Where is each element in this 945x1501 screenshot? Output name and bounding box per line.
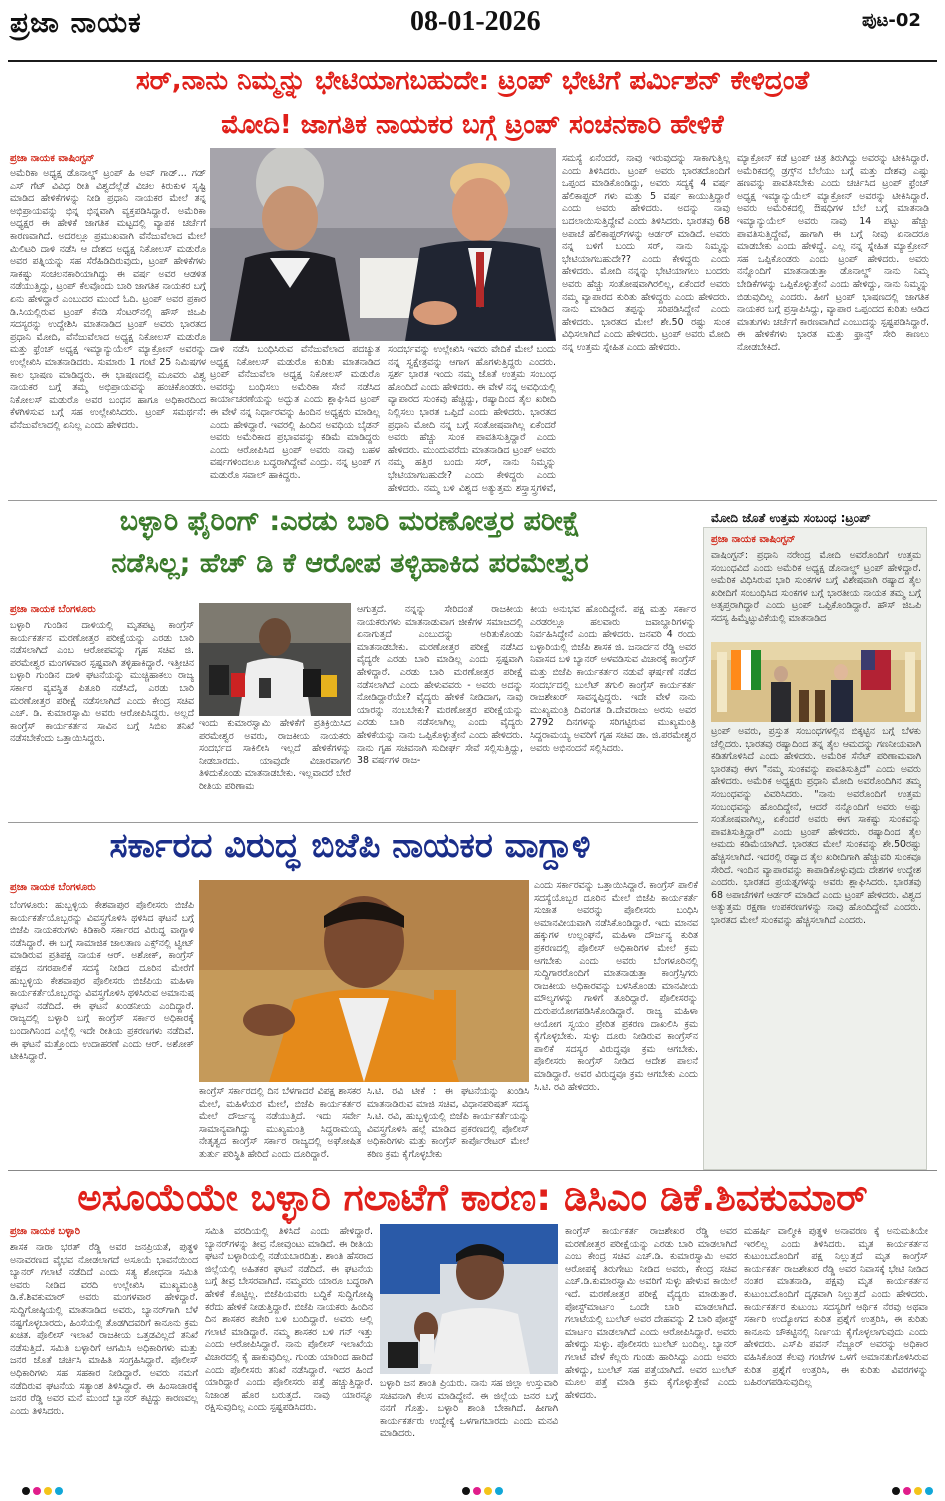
- story3-column-3: ಎಂದು ಸರ್ಕಾರವನ್ನು ಒತ್ತಾಯಿಸಿದ್ದಾರೆ. ಕಾಂಗ್ರೆಸ್ ಪಾಲಿಕೆ ಸದಸ್ಯೆಯೊಬ್ಬರ ದೂರಿನ ಮೇಲೆ ಬಿಜೆಪಿ ಕಾರ್ಯಕರ್ತೆ ಸುಜಾತ ಅವರನ್ನು ಪೊಲೀಸರು ಬಂಧಿಸಿ ಅಮಾನವೀಯವಾಗಿ ನಡೆಸಿಕೊಂಡಿದ್ದಾರೆ. ಇದು ಮಾನವ ಹಕ್ಕುಗಳ ಉಲ್ಲಂಘನೆ, ಮಹಿಳಾ ದೌರ್ಜನ್ಯ ಕುರಿತ ಪ್ರಕರಣದಲ್ಲಿ ಪೊಲೀಸ್ ಅಧಿಕಾರಿಗಳ ಮೇಲೆ ಕ್ರಮ ಆಗಬೇಕು ಎಂದು ಅವರು ಬೆಂಗಳೂರಿನಲ್ಲಿ ಸುದ್ದಿಗಾರರೊಂದಿಗೆ ಮಾತನಾಡುತ್ತಾ ಕಾಂಗ್ರೆಸ್ಸಿಗರು ರಾಜಕೀಯ ಅಧಿಕಾರವನ್ನು ಬಳಸಿಕೊಂಡು ಮಾನವೀಯ ಮೌಲ್ಯಗಳನ್ನು ಗಾಳಿಗೆ ತೂರಿದ್ದಾರೆ. ಪೊಲೀಸರನ್ನು ದುರುಪಯೋಗಪಡಿಸಿಕೊಂಡಿದ್ದಾರೆ. ರಾಜ್ಯ ಮಹಿಳಾ ಆಯೋಗ ಸ್ವಯಂ ಪ್ರೇರಿತ ಪ್ರಕರಣ ದಾಖಲಿಸಿ ಕ್ರಮ ಕೈಗೊಳ್ಳಬೇಕು. ಸುಳ್ಳು ದೂರು ನೀಡಿರುವ ಕಾಂಗ್ರೆಸ್‌ನ ಪಾಲಿಕೆ ಸದಸ್ಯರ ವಿರುದ್ಧವೂ ಕ್ರಮ ಆಗಬೇಕು. ಪೊಲೀಸರು ಕಾಂಗ್ರೆಸ್ ನೀಡಿದ ಆದೇಶ ಪಾಲನೆ ಮಾಡಿದ್ದಾರೆ. ಅವರ ವಿರುದ್ಧವೂ ಕ್ರಮ ಆಗಬೇಕು ಎಂದು ಸಿ.ಟಿ. ರವಿ ಹೇಳಿದರು.: [534, 880, 698, 1093]
- story1-headline-line2: ಮೋದಿ! ಜಾಗತಿಕ ನಾಯಕರ ಬಗ್ಗೆ ಟ್ರಂಪ್ ಸಂಚನಕಾರಿ ಹೇಳಿಕೆ: [221, 110, 724, 140]
- story2-caption: ಇಂದು ಕುಮಾರಸ್ವಾಮಿ ಹೇಳಿಕೆಗೆ ಪ್ರತಿಕ್ರಿಯಿಸಿದ ಪರಮೇಶ್ವರ ಅವರು, ರಾಜಕೀಯ ನಾಯಕರು ಸಂದರ್ಭದ ಸಾಕಿಲೀಸಿ ಇಲ್ಲದೆ ಹೇಳಿಕೆಗಳನ್ನು ನೀಡಬಾರದು. ಯಾವುದೇ ವಿಚಾರವಾಗಲಿ ತಿಳಿದುಕೊಂಡು ಮಾತನಾಡಬೇಕು. ಇಲ್ಲವಾದರೆ ಬೇರೆ ರೀತಿಯ ಪರಿಣಾಮ: [199, 718, 351, 792]
- story3-photo: [199, 880, 529, 1082]
- modi-trump-photo: [210, 148, 556, 341]
- sidebar-title: ಮೋದಿ ಜೊತೆ ಉತ್ತಮ ಸಂಬಂಧ :ಟ್ರಂಪ್: [703, 508, 927, 528]
- story3-caption-2: ಸಿ.ಟಿ. ರವಿ ಟೀಕೆ : ಈ ಘಟನೆಯನ್ನು ಖಂಡಿಸಿ ಮಾತನಾಡಿರುವ ಮಾಜಿ ಸಚಿವ, ವಿಧಾನಪರಿಷತ್ ಸದಸ್ಯ ಸಿ.ಟಿ. ರವಿ, ಹುಬ್ಬಳ್ಳಿಯಲ್ಲಿ ಬಿಜೆಪಿ ಕಾರ್ಯಕರ್ತೆಯನ್ನು ವಿವಸ್ತ್ರಗೊಳಿಸಿ ಹಲ್ಲೆ ಮಾಡಿದ ಪ್ರಕರಣದಲ್ಲಿ ಪೊಲೀಸ್ ಅಧಿಕಾರಿಗಳು ಮತ್ತು ಕಾಂಗ್ರೆಸ್ ಕಾರ್ಪೊರೇಟರ್ ಮೇಲೆ ಕಠಿಣ ಕ್ರಮ ಕೈಗೊಳ್ಳಬೇಕು: [367, 1086, 529, 1160]
- story3-column-1: ಬೆಂಗಳೂರು: ಹುಬ್ಬಳ್ಳಿಯ ಕೇಶವಾಪುರ ಪೊಲೀಸರು ಬಿಜೆಪಿ ಕಾರ್ಯಕರ್ತೆಯೊಬ್ಬರನ್ನು ವಿವಸ್ತ್ರಗೊಳಿಸಿ ಥಳಿಸಿದ ಘಟನೆ ಬಗ್ಗೆ ಬಿಜೆಪಿ ನಾಯಕರುಗಳು ಕಿಡಿಕಾರಿ ಸರ್ಕಾರದ ವಿರುದ್ಧ ವಾಗ್ದಾಳಿ ನಡೆಸಿದ್ದಾರೆ. ಈ ಬಗ್ಗೆ ಸಾಮಾಜಿಕ ಜಾಲತಾಣ ಎಕ್ಸ್‌ನಲ್ಲಿ ಟ್ವೀಟ್ ಮಾಡಿರುವ ಪ್ರತಿಪಕ್ಷ ನಾಯಕ ಆರ್. ಅಶೋಕ್, ಕಾಂಗ್ರೆಸ್ ಪಕ್ಷದ ನಗರಪಾಲಿಕೆ ಸದಸ್ಯೆ ನೀಡಿದ ದೂರಿನ ಮೇರೆಗೆ ಹುಬ್ಬಳ್ಳಿಯ ಕೇಶವಾಪುರ ಪೊಲೀಸರು ಬಿಜೆಪಿಯ ಮಹಿಳಾ ಕಾರ್ಯಕರ್ತೆಯೊಬ್ಬರನ್ನು ವಿವಸ್ತ್ರಗೊಳಿಸಿ ಥಳಿಸಿರುವ ಅಮಾನುಷ ಘಟನೆ ನಡೆದಿದೆ. ಈ ಘಟನೆ ಖಂಡನೀಯ ಎಂದಿದ್ದಾರೆ. ರಾಜ್ಯದಲ್ಲಿ ಬಳ್ಳಾರಿ ಬಗ್ಗೆ ಕಾಂಗ್ರೆಸ್ ಸರ್ಕಾರ ಅಧಿಕಾರಕ್ಕೆ ಬಂದಾಗಿನಿಂದ ಎಲ್ಲೆಲ್ಲಿ ಇದೇ ರೀತಿಯ ಪ್ರಕರಣಗಳು ನಡೆದಿವೆ. ಈ ಘಟನೆ ಮತ್ತೊಂದು ಉದಾಹರಣೆ ಎಂದು ಆರ್. ಅಶೋಕ್ ಟೀಕಿಸಿದ್ದಾರೆ.: [10, 900, 194, 1063]
- story2-byline: ಪ್ರಜಾ ನಾಯಕ ಬೆಂಗಳೂರು: [10, 604, 96, 615]
- story3-headline: ಸರ್ಕಾರದ ವಿರುದ್ಧ ಬಿಜೆಪಿ ನಾಯಕರ ವಾಗ್ದಾಳಿ: [109, 826, 591, 866]
- story2-headline-line1: ಬಳ್ಳಾರಿ ಫೈರಿಂಗ್ :ಎರಡು ಬಾರಿ ಮರಣೋತ್ತರ ಪರೀಕ್ಷೆ: [119, 506, 581, 537]
- registration-marks-right: [892, 1487, 933, 1495]
- sidebar-byline: ಪ್ರಜಾ ನಾಯಕ ವಾಷಿಂಗ್ಟನ್: [711, 534, 796, 545]
- story3-caption: ಕಾಂಗ್ರೆಸ್ ಸರ್ಕಾರದಲ್ಲಿ ದಿನ ಬೆಳಗಾದರೆ ವಿಪಕ್ಷ ಶಾಸಕರ ಮೇಲೆ, ಮಹಿಳೆಯರ ಮೇಲೆ, ಬಿಜೆಪಿ ಕಾರ್ಯಕರ್ತರ ಮೇಲೆ ದೌರ್ಜನ್ಯ ನಡೆಯುತ್ತಿದೆ. ಇದು ಸರ್ವೇ ಸಾಮಾನ್ಯವಾಗಿದ್ದು ಮುಖ್ಯಮಂತ್ರಿ ಸಿದ್ದರಾಮಯ್ಯ ನೇತೃತ್ವದ ಕಾಂಗ್ರೆಸ್ ಸರ್ಕಾರ ರಾಜ್ಯದಲ್ಲಿ ಅಘೋಷಿತ ತುರ್ತು ಪರಿಸ್ಥಿತಿ ಹೇರಿದೆ ಎಂದು ದೂರಿದ್ದಾರೆ.: [199, 1086, 361, 1160]
- divider: [8, 500, 937, 501]
- dk-shivakumar-photo: [380, 1224, 558, 1374]
- sidebar-body: ಟ್ರಂಪ್ ಅವರು, ಪ್ರಸ್ತುತ ಸಂಬಂಧಗಳಲ್ಲಿನ ಬಿಕ್ಕಟ್ಟಿನ ಬಗ್ಗೆ ಬೆಳಕು ಚೆಲ್ಲಿದರು. ಭಾರತವು ರಷ್ಯಾದಿಂದ ತನ್ನ ತೈಲ ಆಮದನ್ನು ಗಣನೀಯವಾಗಿ ಕಡಿತಗೊಳಿಸಿದೆ ಎಂದು ಹೇಳಿದರು. ಅಮೆರಿಕ ಸೆನೆಟ್ ಪರಿಣಾಮವಾಗಿ ಭಾರತವು ಈಗ "ನಮ್ಮ ಸುಂಕವನ್ನು ಪಾವತಿಸುತ್ತಿದೆ" ಎಂದು ಅವರು ಹೇಳಿದರು. ಅಮೆರಿಕ ಅಧ್ಯಕ್ಷರು ಪ್ರಧಾನಿ ಮೋದಿ ಅವರೊಂದಿಗಿನ ತಮ್ಮ ಸಂಬಂಧವನ್ನು ವಿವರಿಸಿದರು. "ನಾನು ಅವರೊಂದಿಗೆ ಉತ್ತಮ ಸಂಬಂಧವನ್ನು ಹೊಂದಿದ್ದೇನೆ, ಆದರೆ ನನ್ನೊಂದಿಗೆ ಅವರು ಅಷ್ಟು ಸಂತೋಷವಾಗಿಲ್ಲ, ಏಕೆಂದರೆ ಅವರು ಈಗ ಸಾಕಷ್ಟು ಸುಂಕವನ್ನು ಪಾವತಿಸುತ್ತಿದ್ದಾರೆ" ಎಂದು ಟ್ರಂಪ್ ಹೇಳಿದರು. ರಷ್ಯಾದಿಂದ ತೈಲ ಆಮದು ಕಡಿಮೆಯಾಗಿದೆ. ಭಾರತದ ಮೇಲೆ ಸುಂಕವನ್ನು ಶೇ.50ರಷ್ಟು ಹೆಚ್ಚಿಸಲಾಗಿದೆ. ಇದರಲ್ಲಿ ರಷ್ಯಾದ ತೈಲ ಖರೀದಿಗಾಗಿ ಹೆಚ್ಚುವರಿ ಸುಂಕವೂ ಸೇರಿದೆ. ಇಂದಿನ ವ್ಯಾಪಾರವನ್ನು ಕಾಪಾಡಿಕೊಳ್ಳುವುದು ದೇಶಗಳ ಉದ್ದೇಶ ಎಂದರು. ಭಾರತದ ಪ್ರಯತ್ನಗಳನ್ನು ಅವರು ಶ್ಲಾಘಿಸಿದರು. ಭಾರತವು 68 ಅಪಾಚೆಗಳಿಗೆ ಆರ್ಡರ್ ಮಾಡಿದೆ ಎಂದು ಟ್ರಂಪ್ ಹೇಳಿದರು. ವಿಶ್ವದ ಅತ್ಯುತ್ತಮ ರಕ್ಷಣಾ ಉಪಕರಣಗಳನ್ನು ನಾವು ಹೊಂದಿದ್ದೇವೆ ಎಂದರು. ಭಾರತದ ಮೇಲೆ ಸುಂಕವನ್ನು ಹೆಚ್ಚಿಸಲಾಗಿದೆ ಎಂದರು.: [711, 726, 921, 926]
- sidebar-photo: [711, 642, 921, 722]
- story1-byline: ಪ್ರಜಾ ನಾಯಕ ವಾಷಿಂಗ್ಟನ್: [10, 153, 95, 164]
- story1-photo: [210, 148, 556, 341]
- story4-caption: ಬಳ್ಳಾರಿ ಜನ ಶಾಂತಿ ಪ್ರಿಯರು. ನಾನು ಸಹ ಜಿಲ್ಲಾ ಉಸ್ತುವಾರಿ ಸಚಿವನಾಗಿ ಕೆಲಸ ಮಾಡಿದ್ದೇನೆ. ಈ ಜಿಲ್ಲೆಯ ಜನರ ಬಗ್ಗೆ ನನಗೆ ಗೊತ್ತು. ಬಳ್ಳಾರಿ ಶಾಂತಿ ಬೇಕಾಗಿದೆ. ಹೀಗಾಗಿ ಕಾರ್ಯಕರ್ತರು ಉದ್ವೇಕ್ಕೆ ಒಳಗಾಗಬಾರದು ಎಂದು ಮನವಿ ಮಾಡಿದರು.: [380, 1378, 558, 1440]
- story1-column-2: ದಾಳಿ ನಡೆಸಿ ಬಂಧಿಸಿರುವ ವೆನೆಜುವೆಲಾದ ಪದಚ್ಯುತ ಅಧ್ಯಕ್ಷ ನಿಕೋಲಸ್ ಮಡುರೊ ಕುರಿತು ಮಾತನಾಡಿದ ಟ್ರಂಪ್ ವೆನೆಜುವೆಲಾ ಅಧ್ಯಕ್ಷ ನಿಕೋಲಸ್ ಮಡುರೊ ಅವರನ್ನು ಬಂಧಿಸಲು ಅಮೆರಿಕಾ ಸೇನೆ ನಡೆಸಿದ ಕಾರ್ಯಾಚರಣೆಯನ್ನು ಅದ್ಭುತ ಎಂದು ಶ್ಲಾಘಿಸಿದ ಟ್ರಂಪ್ ಈ ವೇಳೆ ನನ್ನ ನಿರ್ಧಾರವನ್ನು ಹಿಂದಿನ ಅಧ್ಯಕ್ಷರು ಮಾಡಿಲ್ಲ ಎಂದು ಹೇಳಿದ್ದಾರೆ. ಇವರಲ್ಲಿ ಹಿಂದಿನ ಅವಧಿಯ ಬೈಡನ್ ಅವರು ಅಮೆರಿಕಾದ ಪ್ರಭಾವವನ್ನು ಕಡಿಮೆ ಮಾಡಿದ್ದರು ಎಂದು ಆರೋಪಿಸಿದ ಟ್ರಂಪ್ ಅವರು ನಾವು ಬಹಳ ವರ್ಷಗಳಿಂದಲೂ ಬದ್ಧರಾಗಿದ್ದೇವೆ ಎಂದ್ರು. ನನ್ನ ಟ್ರಂಪ್ ಗ ಮಡುರೊ ಸವಾಲ್ ಹಾಕಿದ್ದರು.: [210, 344, 380, 481]
- story2-photo: [199, 603, 351, 716]
- sidebar-lead: ವಾಷಿಂಗ್ಟನ್: ಪ್ರಧಾನಿ ನರೇಂದ್ರ ಮೋದಿ ಅವರೊಂದಿಗೆ ಉತ್ತಮ ಸಂಬಂಧವಿದೆ ಎಂದು ಅಮೆರಿಕ ಅಧ್ಯಕ್ಷ ಡೊನಾಲ್ಡ್ ಟ್ರಂಪ್ ಹೇಳಿದ್ದಾರೆ. ಅಮೆರಿಕ ವಿಧಿಸಿರುವ ಭಾರಿ ಸುಂಕಗಳ ಬಗ್ಗೆ ವಿಶೇಷವಾಗಿ ರಷ್ಯಾದ ತೈಲ ಖರೀದಿಗೆ ಸಂಬಂಧಿಸಿದ ಸುಂಕಗಳ ಬಗ್ಗೆ ಭಾರತೀಯ ನಾಯಕ ತಮ್ಮ ಬಗ್ಗೆ ಅತೃಪ್ತರಾಗಿದ್ದಾರೆ ಎಂದು ಟ್ರಂಪ್ ಒಪ್ಪಿಕೊಂಡಿದ್ದಾರೆ. ಹೌಸ್ ಜಿಒಪಿ ಸದಸ್ಯ ಹಿಮ್ಮೆಟ್ಟುವಿಕೆಯಲ್ಲಿ ಮಾತನಾಡಿದ: [711, 550, 921, 624]
- ashok-portrait-photo: [199, 880, 529, 1082]
- story1-column-1: ಅಮೆರಿಕಾ ಅಧ್ಯಕ್ಷ ಡೊನಾಲ್ಡ್ ಟ್ರಂಪ್ ಹಿ ಅವ್ ಗಾಡ್... ಗಡ್ ಎಸ್ ಗೆಟ್ ವಿವಿಧ ರೀತಿ ವಿಶ್ವದೆಲ್ಲೆಡೆ ವಿಚಲ ಕಿರುಕುಳ ಸೃಷ್ಟಿ ಮಾಡಿದ ಹೇಳಿಕೆಗಳನ್ನು ನೀಡಿ ಪ್ರಧಾನಿ ನಾಯಕರ ಮೇಲೆ ತನ್ನ ಅಭಿಪ್ರಾಯವನ್ನು ಭಿನ್ನ ಭಿನ್ನವಾಗಿ ವ್ಯಕ್ತಪಡಿಸಿದ್ದಾರೆ. ಅಮೆರಿಕಾ ಅಧ್ಯಕ್ಷರ ಈ ಹೇಳಿಕೆ ಜಾಗತಿಕ ಮಟ್ಟದಲ್ಲಿ ವ್ಯಾಪಕ ಚರ್ಚೆಗೆ ಕಾರಣವಾಗಿದೆ. ಅದರಲ್ಲೂ ಪ್ರಮುಖವಾಗಿ ವೆನೆಜುವೆಲಾದ ಮೇಲೆ ಮಿಲಿಟರಿ ದಾಳಿ ನಡೆಸಿ ಆ ದೇಶದ ಅಧ್ಯಕ್ಷ ನಿಕೋಲಸ್ ಮಡುರೊ ಅವರ ಪತ್ನಿಯನ್ನು ಸಹ ಸೆರೆಹಿಡಿದಿರುವುದು, ಟ್ರಂಪ್ ಹೇಳಿಕೆಗಳು ಸಾಕಷ್ಟು ಸಂಚಲನಕಾರಿಯಾಗಿದ್ದು ಈ ವರ್ಷ ಅವರ ಆಡಳಿತ ನಡೆಯುತ್ತಿದ್ದು, ಟ್ರಂಪ್ ಕೆಲವೊಂದು ಬಾರಿ ಜಾಗತಿಕ ನಾಯಕರ ಬಗ್ಗೆ ಏನು ಹೇಳಿದ್ದಾರೆ ಎಂಬುದರ ಮುಂದೆ ಓದಿ. ಟ್ರಂಪ್ ಅವರ ಪ್ರಕಾರ ಡಿ.ಸಿಯಲ್ಲಿರುವ ಟ್ರಂಪ್ ಕೆನಡಿ ಸೆಂಟರ್‌ನಲ್ಲಿ ಹೌಸ್ ಜಿಒಪಿ ಸದಸ್ಯರನ್ನು ಉದ್ದೇಶಿಸಿ ಮಾತನಾಡಿದ ಟ್ರಂಪ್ ಅವರು ಭಾರತದ ಪ್ರಧಾನಿ ಮೋದಿ, ವೆನೆಜುವೆಲಾದ ಅಧ್ಯಕ್ಷ ನಿಕೋಲಸ್ ಮಡುರೊ ಮತ್ತು ಫ್ರೆಂಚ್ ಅಧ್ಯಕ್ಷ ಇಮ್ಯಾನ್ಯುಯೆಲ್ ಮ್ಯಾಕ್ರೋನ್ ಅವರನ್ನು ಉಲ್ಲೇಖಿಸಿ ಮಾತನಾಡಿದರು. ಸುಮಾರು 1 ಗಂಟೆ 25 ನಿಮಿಷಗಳ ಕಾಲ ಭಾಷಣ ಮಾಡಿದ್ದರು. ಈ ಭಾಷಣದಲ್ಲಿ ಮೂವರು ವಿಶ್ವ ನಾಯಕರ ಬಗ್ಗೆ ತಮ್ಮ ಅಭಿಪ್ರಾಯವನ್ನು ಹಂಚಿಕೊಂಡರು. ನಿಕೋಲಸ್ ಮಡುರೊ ಅವರ ಬಂಧನ ಹಾಗೂ ಅಧಿಕಾರದಿಂದ ಕೆಳಗಿಳಿಸುವ ಬಗ್ಗೆ ಸಹ ಉಲ್ಲೇಖಿಸಿದರು. ಟ್ರಂಪ್ ಸಮರ್ಥನೆ: ವೆನೆಜುವೆಲಾದಲ್ಲಿ ಏನಿಲ್ಲ ಎಂದು ಹೇಳಿದರು.: [10, 168, 206, 431]
- story4-byline: ಪ್ರಜಾ ನಾಯಕ ಬಳ್ಳಾರಿ: [10, 1226, 81, 1237]
- story1-column-4: ಸಮಸ್ಯೆ ಏನೆಂದರೆ, ನಾವು ಇರುವುದನ್ನು ಸಾಕಾಗುತ್ತಿಲ್ಲ ಎಂದು ತಿಳಿಸಿದರು. ಟ್ರಂಪ್ ಅವರು ಭಾರತದೊಂದಿಗೆ ಒಪ್ಪಂದ ಮಾಡಿಕೊಂಡಿದ್ದು, ಅವರು ಸದ್ಯಕ್ಕೆ 4 ವರ್ಷ ಹೆಲಿಕಾಪ್ಟರ್ ಗಳು ಮತ್ತು 5 ವರ್ಷ ಕಾಯುತ್ತಿದ್ದಾರೆ ಎಂದು ಅವರು ಹೇಳಿದರು. ಅದನ್ನು ನಾವು ಬದಲಾಯಿಸುತ್ತಿದ್ದೇವೆ ಎಂದು ತಿಳಿಸಿದರು. ಭಾರತವು 68 ಅಪಾಚೆ ಹೆಲಿಕಾಪ್ಟರ್‌ಗಳನ್ನು ಆರ್ಡರ್ ಮಾಡಿದೆ. ಅವರು ನನ್ನ ಬಳಿಗೆ ಬಂದು ಸರ್, ನಾನು ನಿಮ್ಮನ್ನು ಭೇಟಿಯಾಗಬಹುದೇ?? ಎಂದು ಕೇಳಿದ್ದರು ಎಂದು ಹೇಳಿದರು. ಮೋದಿ ನನ್ನನ್ನು ಭೇಟಿಯಾಗಲು ಬಂದರು ಅವರು ಹೆಚ್ಚು ಸಂತೋಷವಾಗಿರಲಿಲ್ಲ, ಏಕೆಂದರೆ ಅವರು ನಮ್ಮ ವ್ಯಾಪಾರದ ಕುರಿತು ಹೇಳಿದ್ದರು ಎಂದು ಹೇಳಿದರು. ನಾನು ಮಾಡಿದ ತಪ್ಪನ್ನು ಸರಿಪಡಿಸಿದ್ದೇನೆ ಎಂದು ಹೇಳಿದರು. ಭಾರತದ ಮೇಲೆ ಶೇ.50 ರಷ್ಟು ಸುಂಕ ವಿಧಿಸಲಾಗಿದೆ ಎಂದು ಹೇಳಿದರು. ಟ್ರಂಪ್ ಅವರು ಮೋದಿ ನನ್ನ ಉತ್ತಮ ಸ್ನೇಹಿತ ಎಂದು ಹೇಳಿದರು.: [562, 153, 730, 353]
- page-number: ಪುಟ-02: [862, 10, 921, 31]
- masthead-rule: [8, 60, 937, 62]
- story2-column-2: ಆಗುತ್ತದೆ. ನನ್ನನ್ನು ಸೇರಿದಂತೆ ರಾಜಕೀಯ ನಾಯಕರುಗಳು ಮಾತನಾಡುವಾಗ ಜೀಕೆಗಳ ಸಮಾಜದಲ್ಲಿ ಏನಾಗುತ್ತದೆ ಎಂಬುದನ್ನು ಅರಿತುಕೊಂಡು ಮಾತನಾಡಬೇಕು. ಮರಣೋತ್ತರ ಪರೀಕ್ಷೆ ನಡೆಸಿದ ವೈದ್ಯರೇ ಎರಡು ಬಾರಿ ಮಾಡಿಲ್ಲ ಎಂದು ಸ್ಪಷ್ಟವಾಗಿ ಹೇಳಿದ್ದಾರೆ. ಎರಡು ಬಾರಿ ಮರಣೋತ್ತರ ಪರೀಕ್ಷೆ ನಡೆಸಲಾಗಿದೆ ಎಂದು ಹೇಳುವವರು - ಅವರು ಅದನ್ನು ನೋಡಿದ್ದಾರೆಯೇ? ವೈದ್ಯರು ಹೇಳಿಕೆ ನೀಡಿದಾಗ, ನಾವು ಯಾರನ್ನು ನಂಬಬೇಕು? ಮರಣೋತ್ತರ ಪರೀಕ್ಷೆಯನ್ನು ಎರಡು ಬಾರಿ ನಡೆಸಲಾಗಿಲ್ಲ ಎಂದು ವೈದ್ಯರು ಹೇಳಿಕೆಯನ್ನು ನಾನು ಒಪ್ಪಿಕೊಳ್ಳುತ್ತೇನೆ ಎಂದು ಹೇಳಿದರು. ನಾನು ಗೃಹ ಸಚಿವನಾಗಿ ಸುದೀರ್ಘ ಸೇವೆ ಸಲ್ಲಿಸುತ್ತಿದ್ದು, 38 ವರ್ಷಗಳ ರಾಜ-: [357, 604, 523, 767]
- story2-column-1: ಬಳ್ಳಾರಿ ಗುಂಡಿನ ದಾಳಿಯಲ್ಲಿ ಮೃತಪಟ್ಟ ಕಾಂಗ್ರೆಸ್ ಕಾರ್ಯಕರ್ತನ ಮರಣೋತ್ತರ ಪರೀಕ್ಷೆಯನ್ನು ಎರಡು ಬಾರಿ ನಡೆಸಲಾಗಿದೆ ಎಂಬ ಆರೋಪವನ್ನು ಗೃಹ ಸಚಿವ ಜಿ. ಪರಮೇಶ್ವರ ಮಂಗಳವಾರ ಸ್ಪಷ್ಟವಾಗಿ ತಳ್ಳಿಹಾಕಿದ್ದಾರೆ. ಇತ್ತೀಚಿನ ಬಳ್ಳಾರಿ ಗುಂಡಿನ ದಾಳಿ ಘಟನೆಯನ್ನು ಮುಚ್ಚಿಹಾಕಲು ರಾಜ್ಯ ಸರ್ಕಾರ ವ್ಯವಸ್ಥಿತ ಪಿತೂರಿ ನಡೆಸಿದೆ, ಎರಡು ಬಾರಿ ಮರಣೋತ್ತರ ಪರೀಕ್ಷೆ ನಡೆಸಲಾಗಿದೆ ಎಂದು ಕೇಂದ್ರ ಸಚಿವ ಎಚ್. ಡಿ. ಕುಮಾರಸ್ವಾಮಿ ಅವರು ಆರೋಪಿಸಿದ್ದರು. ಅಲ್ಲದೆ ಕಾಂಗ್ರೆಸ್ ಕಾರ್ಯಕರ್ತನ ಸಾವಿನ ಬಗ್ಗೆ ಸಿಬಿಐ ತನಿಖೆ ನಡೆಸಬೇಕೆಂದು ಒತ್ತಾಯಿಸಿದ್ದರು.: [10, 620, 194, 745]
- issue-date: 08-01-2026: [410, 6, 541, 37]
- story4-column-1: ಶಾಸಕ ನಾರಾ ಭರತ್ ರೆಡ್ಡಿ ಅವರ ಜನಪ್ರಿಯತೆ, ಪುತ್ಥಳಿ ಅನಾವರಣದ ವೈಭವ ನೋಡಲಾಗದೆ ಅಸೂಯೆ ಭಾವನೆಯಿಂದ ಬ್ಯಾನರ್ ಗಲಾಟೆ ನಡೆದಿದೆ ಎಂದು ಸತ್ಯ ಶೋಧನಾ ಸಮಿತಿ ಅವರು ನೀಡಿದ ವರದಿ ಉಲ್ಲೇಖಿಸಿ ಮುಖ್ಯಮಂತ್ರಿ ಡಿ.ಕೆ.ಶಿವಕುಮಾರ್ ಅವರು ಮಂಗಳವಾರ ಹೇಳಿದ್ದಾರೆ. ಸುದ್ದಿಗೋಷ್ಠಿಯಲ್ಲಿ ಮಾತನಾಡಿದ ಅವರು, ಬ್ಯಾನರ್‌ಗಾಗಿ ಬೆಳೆ ನಷ್ಟಗೊಳ್ಳಬಾರದು, ಹಿಂಸೆಯಲ್ಲಿ ತೊಡಗಿದವರಿಗೆ ಕಾನೂನು ಕ್ರಮ ಖಚಿತ. ಪೊಲೀಸ್ ಇಲಾಖೆ ರಾಜಕೀಯ ಒತ್ತಡವಿಲ್ಲದೆ ತನಿಖೆ ನಡೆಸುತ್ತಿದೆ. ಸಮಿತಿ ಬಳ್ಳಾರಿಗೆ ಆಗಮಿಸಿ ಅಧಿಕಾರಿಗಳು ಮತ್ತು ಜನರ ಜೊತೆ ಚರ್ಚಿಸಿ ಮಾಹಿತಿ ಸಂಗ್ರಹಿಸಿದ್ದಾರೆ. ಪೊಲೀಸ್ ಅಧಿಕಾರಿಗಳು ಸಹ ಸಹಕಾರ ನೀಡಿದ್ದಾರೆ. ಅವರು ನಮಗೆ ನಡೆದಿರುವ ಘಟನೆಯ ಸತ್ಯಾಂಶ ತಿಳಿಸಿದ್ದಾರೆ. ಈ ಹಿಂಸಾಚಾರಕ್ಕೆ ಜನರ ರೆಡ್ಡಿ ಅವರ ಮನೆ ಮುಂದೆ ಬ್ಯಾನರ್ ಕಟ್ಟಿದ್ದು ಕಾರಣವಲ್ಲ ಎಂದು ತಿಳಿಸಿದರು.: [10, 1242, 198, 1417]
- paper-name: ಪ್ರಜಾ ನಾಯಕ: [10, 6, 142, 39]
- story4-column-4: ಮಹರ್ಷಿ ವಾಲ್ಮೀಕಿ ಪುತ್ಥಳಿ ಅನಾವರಣ ಕ್ಕೆ ಅನುಮತಿಯೇ ಇರಲಿಲ್ಲ ಎಂದು ತಿಳಿಸಿದರು. ಮೃತ ಕಾರ್ಯಕರ್ತನ ಕುಟುಂಬದೊಂದಿಗೆ ಪಕ್ಷ ನಿಲ್ಲುತ್ತದೆ ಮೃತ ಕಾಂಗ್ರೆಸ್ ಕಾರ್ಯಕರ್ತ ರಾಜಶೇಖರ ರೆಡ್ಡಿ ಅವರ ನಿವಾಸಕ್ಕೆ ಭೇಟಿ ನೀಡಿದ ನಂತರ ಮಾತನಾಡಿ, ಪಕ್ಷವು ಮೃತ ಕಾರ್ಯಕರ್ತನ ಕುಟುಂಬದೊಂದಿಗೆ ದೃಢವಾಗಿ ನಿಲ್ಲುತ್ತದೆ ಎಂದು ಹೇಳಿದರು. ಕಾರ್ಯಕರ್ತರ ಕುಟುಂಬ ಸದಸ್ಯರಿಗೆ ಆರ್ಥಿಕ ನೆರವು ಅಥವಾ ಸರ್ಕಾರಿ ಉದ್ಯೋಗದ ಕುರಿತ ಪ್ರಶ್ನೆಗೆ ಉತ್ತರಿಸಿ, ಈ ಕುರಿತು ಕಾನೂನು ಚೌಕಟ್ಟಿನಲ್ಲಿ ನಿರ್ಣಯ ಕೈಗೊಳ್ಳಲಾಗುವುದು ಎಂದು ಹೇಳಿದರು. ಎಸ್‌ಪಿ ಪವನ್ ನೆಜ್ಜೂರ್ ಅವರನ್ನು ಅಧಿಕಾರ ವಹಿಸಿಕೊಂಡ ಕೆಲವು ಗಂಟೆಗಳ ಒಳಗೆ ಅಮಾನತುಗೊಳಿಸಿರುವ ಕುರಿತ ಪ್ರಶ್ನೆಗೆ ಉತ್ತರಿಸಿ, ಈ ಕುರಿತು ವಿವರಗಳನ್ನು ಬಹಿರಂಗಪಡಿಸುವುದಿಲ್ಲ: [744, 1226, 928, 1389]
- white-house-press-photo: [711, 642, 921, 722]
- story4-column-2: ಸಮಿತಿ ವರದಿಯಲ್ಲಿ ತಿಳಿಸಿದೆ ಎಂದು ಹೇಳಿದ್ದಾರೆ. ಬ್ಯಾನರ್‌ಗಳನ್ನು ತೀವ್ರ ನೋವುಂಟು ಮಾಡಿದೆ. ಈ ರೀತಿಯ ಘಟನೆ ಬಳ್ಳಾರಿಯಲ್ಲಿ ನಡೆಯಬಾರದಿತ್ತು. ಶಾಂತಿ ಹೆಸರಾದ ಜಿಲ್ಲೆಯಲ್ಲಿ ಅಹಿತಕರ ಘಟನೆ ನಡೆದಿದೆ. ಈ ಘಟನೆಯ ಬಗ್ಗೆ ತೀವ್ರ ಬೇಸರವಾಗಿದೆ. ನಮ್ಮವರು ಯಾರೂ ಬದ್ಧರಾಗಿ ಹೇಳಿಕೆ ಕೊಟ್ಟಿಲ್ಲ. ಬಿಜೆಪಿಯವರು ಬದ್ಧಿಕೆ ಸುದ್ದಿಗೋಷ್ಠಿ ಕರೆದು ಹೇಳಿಕೆ ನೀಡುತ್ತಿದ್ದಾರೆ. ಬಿಜೆಪಿ ನಾಯಕರು ಹಿಂದಿನ ದಿನ ಶಾಸಕರ ಕಚೇರಿ ಬಳಿ ಬಂದಿದ್ದಾರೆ. ಅವರು ಆಲ್ಲಿ ಗಲಾಟೆ ಮಾಡಿದ್ದಾರೆ. ನಮ್ಮ ಶಾಸಕರ ಬಳಿ ಗನ್ ಇತ್ತು ಎಂದು ಆರೋಪಿಸಿದ್ದಾರೆ. ನಾನು ಪೊಲೀಸ್ ಇಲಾಖೆಯ ವಿಚಾರದಲ್ಲಿ ಕೈ ಹಾಕುವುದಿಲ್ಲ. ಗುಂಡು ಯಾರಿಂದ ಹಾರಿದೆ ಎಂದು ಪೊಲೀಸರು ತನಿಖೆ ನಡೆಸಿದ್ದಾರೆ. ಇದರ ಹಿಂದೆ ಯಾರಿದ್ದಾರೆ ಎಂದು ಪೊಲೀಸರು ಪತ್ತೆ ಹಚ್ಚುತ್ತಿದ್ದಾರೆ. ನಿಜಾಂಶ ಹೊರ ಬರುತ್ತದೆ. ನಾವು ಯಾರನ್ನೂ ರಕ್ಷಿಸುವುದಿಲ್ಲ ಎಂದು ಸ್ಪಷ್ಟಪಡಿಸಿದರು.: [205, 1226, 373, 1414]
- story4-headline: ಅಸೂಯೆಯೇ ಬಳ್ಳಾರಿ ಗಲಾಟೆಗೆ ಕಾರಣ: ಡಿಸಿಎಂ ಡಿಕೆ.ಶಿವಕುಮಾರ್: [77, 1176, 868, 1219]
- divider: [8, 1170, 937, 1171]
- divider: [8, 822, 698, 823]
- story1-column-3: ಸಂದರ್ಭವನ್ನು ಉಲ್ಲೇಖಿಸಿ ಇವರು ವೇದಿಕೆ ಮೇಲೆ ಬಂದು ನನ್ನ ಸ್ವಕ್ಷೇತ್ರವನ್ನು ಆಗಾಗ ಹೊಗಳುತ್ತಿದ್ದರು ಎಂದರು. ಸ್ಪರ್ಶ ಭಾರತ ಇಂದು ನಮ್ಮ ಜೊತೆ ಉತ್ತಮ ಸಂಬಂಧ ಹೊಂದಿದೆ ಎಂದು ಹೇಳಿದರು. ಈ ವೇಳೆ ನನ್ನ ಅವಧಿಯಲ್ಲಿ ವ್ಯಾಪಾರದ ಸುಂಕವು ಹೆಚ್ಚಿದ್ದು, ರಷ್ಯಾದಿಂದ ತೈಲ ಖರೀದಿ ನಿಲ್ಲಿಸಲು ಭಾರತ ಒಪ್ಪಿದೆ ಎಂದು ಹೇಳಿದರು. ಭಾರತದ ಪ್ರಧಾನಿ ಮೋದಿ ನನ್ನ ಬಗ್ಗೆ ಸಂತೋಷವಾಗಿಲ್ಲ ಏಕೆಂದರೆ ಅವರು ಹೆಚ್ಚು ಸುಂಕ ಪಾವತಿಸುತ್ತಿದ್ದಾರೆ ಎಂದು ಹೇಳಿದರು. ಮುಂದುವರೆದು ಮಾತನಾಡಿದ ಟ್ರಂಪ್ ಅವರು ನಮ್ಮ ಹತ್ತಿರ ಬಂದು ಸರ್, ನಾನು ನಿಮ್ಮನ್ನು ಭೇಟಿಯಾಗಬಹುದೇ? ಎಂದು ಕೇಳಿದ್ದರು ಎಂದು ಹೇಳಿದರು. ನಮ್ಮ ಬಳಿ ವಿಶ್ವದ ಅತ್ಯುತ್ತಮ ಶಸ್ತ್ರಾಸ್ತ್ರಗಳಿವೆ,: [388, 344, 556, 494]
- story4-column-3: ಕಾಂಗ್ರೆಸ್ ಕಾರ್ಯಕರ್ತ ರಾಜಶೇಖರ ರೆಡ್ಡಿ ಅವರ ಮರಣೋತ್ತರ ಪರೀಕ್ಷೆಯನ್ನು ಎರಡು ಬಾರಿ ಮಾಡಲಾಗಿದೆ ಎಂಬ ಕೇಂದ್ರ ಸಚಿವ ಎಚ್.ಡಿ. ಕುಮಾರಸ್ವಾಮಿ ಅವರ ಆರೋಪಕ್ಕೆ ತಿರುಗೇಟು ನೀಡಿದ ಅವರು, ಕೇಂದ್ರ ಸಚಿವ ಎಚ್.ಡಿ.ಕುಮಾರಸ್ವಾಮಿ ಅವರಿಗೆ ಸುಳ್ಳು ಹೇಳುವ ಕಾಯಿಲೆ ಇದೆ. ಮರಣೋತ್ತರ ಪರೀಕ್ಷೆ ವೈದ್ಯರು ಮಾಡುತ್ತಾರೆ. ಪೋಸ್ಟ್‌ಮಾರ್ಟಂ ಒಂದೇ ಬಾರಿ ಮಾಡಲಾಗಿದೆ. ಗಲಾಟೆಯಲ್ಲಿ ಬುಲೆಟ್ ಅವರ ದೇಹವನ್ನು 2 ಬಾರಿ ಪೋಸ್ಟ್ ಮಾರ್ಟಂ ಮಾಡಲಾಗಿದೆ ಎಂದು ಆರೋಪಿಸಿದ್ದಾರೆ. ಅವರು ಹೇಳಿದ್ದು ಸುಳ್ಳು. ಪೊಲೀಸರು ಬುಲೆಟ್ ಬಂದಿಲ್ಲ. ಬ್ಯಾನರ್ ಗಲಾಟೆ ವೇಳೆ ಕೆಲ್ಲರು ಗುಂಡು ಹಾರಿಸಿದ್ದು ಎಂದು ಅವರು ಹೇಳಿದ್ದು, ಬುಲೆಟ್ ಸಹ ಪತ್ತೆಯಾಗಿದೆ. ಅವರ ಬುಲೆಟ್ ಮೂಲ ಪತ್ತೆ ಮಾಡಿ ಕ್ರಮ ಕೈಗೊಳ್ಳುತ್ತೇವೆ ಎಂದು ಹೇಳಿದರು.: [565, 1226, 737, 1401]
- story2-column-3: ಕೀಯ ಅನುಭವ ಹೊಂದಿದ್ದೇನೆ. ಪಕ್ಷ ಮತ್ತು ಸರ್ಕಾರ ಎರಡರಲ್ಲೂ ಹಲವಾರು ಜವಾಬ್ದಾರಿಗಳನ್ನು ನಿರ್ವಹಿಸಿದ್ದೇನೆ ಎಂದು ಹೇಳಿದರು. ಜನವರಿ 4 ರಂದು ಬಳ್ಳಾರಿಯಲ್ಲಿ ಬಿಜೆಪಿ ಶಾಸಕ ಜಿ. ಜನಾರ್ದನ ರೆಡ್ಡಿ ಅವರ ನಿವಾಸದ ಬಳಿ ಬ್ಯಾನರ್ ಅಳವಡಿಸುವ ವಿಚಾರಕ್ಕೆ ಕಾಂಗ್ರೆಸ್ ಮತ್ತು ಬಿಜೆಪಿ ಕಾರ್ಯಕರ್ತರ ನಡುವೆ ಘರ್ಷಣೆ ನಡೆದ ಸಂದರ್ಭದಲ್ಲಿ ಬುಲೆಟ್ ತಗುಲಿ ಕಾಂಗ್ರೆಸ್ ಕಾರ್ಯಕರ್ತ ರಾಜಶೇಖರ್ ಸಾವನ್ನಪ್ಪಿದ್ದರು. ಇದೇ ವೇಳೆ ನಾನು ಮುಖ್ಯಮಂತ್ರಿ ದಿವಂಗತ ಡಿ.ದೇವರಾಜು ಅರಸು ಅವರ 2792 ದಿನಗಳನ್ನು ಸರಿಗಟ್ಟಿರುವ ಮುಖ್ಯಮಂತ್ರಿ ಸಿದ್ದರಾಮಯ್ಯ ಅವರಿಗೆ ಗೃಹ ಸಚಿವ ಡಾ. ಜಿ.ಪರಮೇಶ್ವರ ಅವರು ಅಭಿನಂದನೆ ಸಲ್ಲಿಸಿದರು.: [530, 604, 696, 754]
- story4-photo: [380, 1224, 558, 1374]
- masthead: [0, 0, 945, 62]
- parameshwara-press-photo: [199, 603, 351, 716]
- registration-marks-left: [22, 1487, 63, 1495]
- story3-byline: ಪ್ರಜಾ ನಾಯಕ ಬೆಂಗಳೂರು: [10, 882, 96, 893]
- registration-marks-center: [462, 1487, 503, 1495]
- story1-column-5: ಮ್ಯಾಕ್ರೋನ್ ಕಡೆ ಟ್ರಂಪ್ ಚಿತ್ರ ತಿರುಗಿದ್ದು ಅವರನ್ನು ಟೀಕಿಸಿದ್ದಾರೆ. ಅಮೆರಿಕದಲ್ಲಿ ಡ್ರಗ್ಸ್‌ನ ಬೆಲೆಯು ಬಗ್ಗೆ ಮತ್ತು ದೇಶವು ಎಷ್ಟು ಹಣವನ್ನು ಪಾವತಿಸಬೇಕು ಎಂದು ಚರ್ಚಿಸಿದ ಟ್ರಂಪ್ ಫ್ರೆಂಚ್ ಅಧ್ಯಕ್ಷ ಇಮ್ಯಾನ್ಯುಯೆಲ್ ಮ್ಯಾಕ್ರೋನ್ ಅವರನ್ನು ಟೀಕಿಸಿದ್ದಾರೆ. ಅವರು ಅಮೆರಿಕದಲ್ಲಿ ಔಷಧಿಗಳ ಬೆಲೆ ಬಗ್ಗೆ ಮಾತನಾಡಿ ಇಮ್ಯಾನ್ಯುಯೆಲ್ ಅವರು ನಾವು 14 ಪಟ್ಟು ಹೆಚ್ಚು ಪಾವತಿಸುತ್ತಿದ್ದೇವೆ, ಹಾಗಾಗಿ ಈ ಬಗ್ಗೆ ನೀವು ಏನಾದರೂ ಮಾಡಬೇಕು ಎಂದು ಹೇಳಿದ್ದೆ. ಎಲ್ಲ ನನ್ನ ಸ್ನೇಹಿತ ಮ್ಯಾಕ್ರೋನ್ ಸಹ ಒಪ್ಪಿಕೊಂಡರು ಎಂದು ಟ್ರಂಪ್ ಹೇಳಿದರು. ಅವರು ನನ್ನೊಂದಿಗೆ ಮಾತನಾಡುತ್ತಾ ಡೊನಾಲ್ಡ್ ನಾನು ನಿಮ್ಮ ಬೇಡಿಕೆಗಳನ್ನು ಒಪ್ಪಿಕೊಳ್ಳುತ್ತೇನೆ ಎಂದು ಹೇಳಿದ್ದು, ನಾನು ನಿಮ್ಮನ್ನು ಬಿಡುವುದಿಲ್ಲ ಎಂದರು. ಹೀಗೆ ಟ್ರಂಪ್ ಭಾಷಣದಲ್ಲಿ ಜಾಗತಿಕ ನಾಯಕರ ಬಗ್ಗೆ ಪ್ರಸ್ತಾಪಿಸಿದ್ದು, ವ್ಯಾಪಾರ ಒಪ್ಪಂದದ ಕುರಿತು ಆಡಿದ ಮಾತುಗಳು ಚರ್ಚೆಗೆ ಕಾರಣವಾಗಿದೆ ಎಂಬುದನ್ನು ಸ್ಪಷ್ಟಪಡಿಸಿದ್ದಾರೆ. ಈ ಹೇಳಿಕೆಗಳು ಭಾರತ ಮತ್ತು ಫ್ರಾನ್ಸ್ ಸೇರಿ ಕಾಣಲು ನೋಡಬೇಕಿದೆ.: [737, 153, 929, 353]
- story1-headline-line1: ಸರ್,ನಾನು ನಿಮ್ಮನ್ನು ಭೇಟಿಯಾಗಬಹುದೇ: ಟ್ರಂಪ್ ಭೇಟಿಗೆ ಪರ್ಮಿಶನ್ ಕೇಳಿದ್ರಂತೆ: [135, 66, 810, 96]
- story2-headline-line2: ನಡೆಸಿಲ್ಲ; ಹೆಚ್ ಡಿ ಕೆ ಆರೋಪ ತಳ್ಳಿಹಾಕಿದ ಪರಮೇಶ್ವರ: [111, 548, 589, 579]
